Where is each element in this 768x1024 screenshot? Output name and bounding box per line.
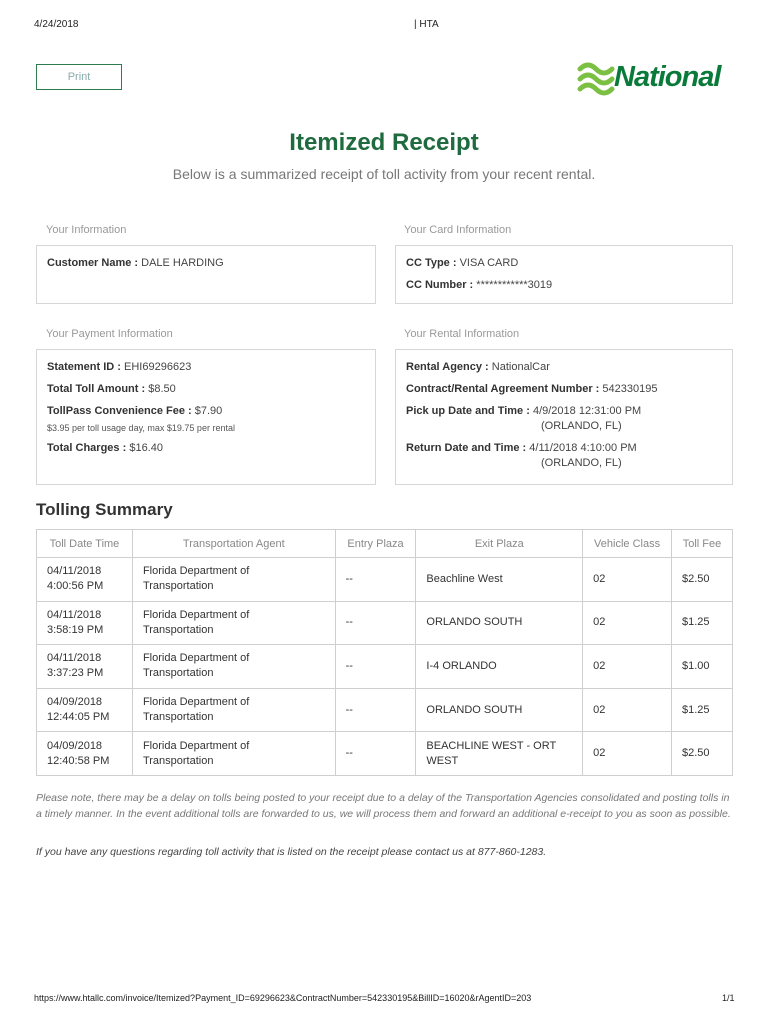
cc-type-row	[406, 256, 722, 270]
table-row	[37, 601, 733, 645]
total-toll-label: Total Toll Amount :	[47, 383, 146, 395]
transportation-agent	[132, 732, 335, 776]
statement-id-label: Statement ID :	[47, 361, 121, 373]
toll-date: 04/09/2018	[47, 696, 103, 709]
pickup-row	[406, 404, 722, 418]
your-information-box	[36, 245, 376, 304]
your-information-label: Your Information	[46, 224, 127, 236]
page-subtitle: Below is a summarized receipt of toll activity from your recent rental.	[172, 166, 596, 182]
posting-delay-disclaimer: Please note, there may be a delay on tolls being posted to your receipt due to a delay of the Transportation Agencies consolidated and posting tolls in a timely manner. In the event additional tolls are forwarded to us, we will process them and forward an additional e-receipt to you as soon as possible.	[36, 792, 731, 820]
total-charges-label: Total Charges :	[47, 442, 127, 454]
toll-date-time	[37, 558, 133, 602]
agent-line-1: Florida Department of	[142, 608, 250, 621]
exit-plaza: I-4 ORLANDO	[416, 645, 583, 689]
agent-line-2: Transportation	[142, 754, 214, 767]
return-location: (ORLANDO, FL)	[541, 457, 622, 469]
transportation-agent	[132, 645, 335, 689]
total-toll-value: $8.50	[148, 383, 176, 395]
table-row	[37, 688, 733, 732]
entry-plaza: --	[335, 645, 416, 689]
col-exit-plaza: Exit Plaza	[416, 530, 583, 558]
convenience-fee-row	[47, 404, 365, 418]
toll-fee: $1.00	[671, 645, 732, 689]
vehicle-class: 02	[583, 601, 672, 645]
agent-line-2: Transportation	[142, 623, 214, 636]
customer-name-row	[47, 256, 365, 270]
footer-page-number: 1/1	[722, 993, 735, 1003]
statement-id-row	[47, 360, 365, 374]
col-entry-plaza: Entry Plaza	[335, 530, 416, 558]
col-toll-date-time: Toll Date Time	[37, 530, 133, 558]
col-transportation-agent: Transportation Agent	[132, 530, 335, 558]
toll-date: 04/09/2018	[47, 739, 103, 752]
total-charges-row	[47, 441, 365, 455]
exit-plaza: ORLANDO SOUTH	[416, 601, 583, 645]
toll-date: 04/11/2018	[47, 608, 102, 621]
statement-id-value: EHI69296623	[124, 361, 192, 373]
rental-agency-row	[406, 360, 722, 374]
payment-information-box	[36, 349, 376, 485]
table-row	[37, 558, 733, 602]
rental-information-label: Your Rental Information	[404, 328, 520, 340]
total-charges-value: $16.40	[129, 442, 163, 454]
agent-line-1: Florida Department of	[142, 565, 250, 578]
entry-plaza: --	[335, 601, 416, 645]
cc-number-label: CC Number :	[406, 279, 474, 291]
print-page-title: | HTA	[414, 19, 439, 30]
col-vehicle-class: Vehicle Class	[583, 530, 672, 558]
vehicle-class: 02	[583, 558, 672, 602]
contact-note: If you have any questions regarding toll activity that is listed on the receipt please contact us at 877-860-1283.	[36, 846, 547, 858]
cc-number-value: ************3019	[476, 279, 553, 291]
transportation-agent	[132, 601, 335, 645]
toll-date: 04/11/2018	[47, 652, 102, 665]
rental-information-box	[395, 349, 733, 485]
entry-plaza: --	[335, 732, 416, 776]
customer-name-label: Customer Name :	[47, 257, 139, 269]
rental-agency-label: Rental Agency :	[406, 361, 489, 373]
agent-line-2: Transportation	[142, 580, 214, 593]
transportation-agent	[132, 558, 335, 602]
page-title: Itemized Receipt	[289, 129, 479, 156]
card-information-box	[395, 245, 733, 304]
toll-time: 4:00:56 PM	[47, 580, 104, 593]
toll-fee: $1.25	[671, 601, 732, 645]
card-information-label: Your Card Information	[404, 224, 512, 236]
toll-fee: $1.25	[671, 688, 732, 732]
transportation-agent	[132, 688, 335, 732]
convenience-fee-note: $3.95 per toll usage day, max $19.75 per rental	[47, 423, 235, 433]
col-toll-fee: Toll Fee	[671, 530, 732, 558]
footer-url: https://www.htallc.com/invoice/Itemized?Payment_ID=69296623&ContractNumber=542330195&BillID=16020&rAgentID=203	[34, 993, 532, 1003]
return-value: 4/11/2018 4:10:00 PM	[529, 442, 637, 454]
customer-name-value: DALE HARDING	[141, 257, 224, 269]
toll-date-time	[37, 645, 133, 689]
tolling-summary-table	[36, 529, 733, 776]
contract-number-row	[406, 382, 722, 396]
entry-plaza: --	[335, 558, 416, 602]
vehicle-class: 02	[583, 645, 672, 689]
cc-type-label: CC Type :	[406, 257, 457, 269]
toll-time: 12:40:58 PM	[47, 754, 110, 767]
vehicle-class: 02	[583, 688, 672, 732]
cc-type-value: VISA CARD	[459, 257, 519, 269]
toll-fee: $2.50	[671, 558, 732, 602]
payment-information-label: Your Payment Information	[46, 328, 173, 340]
toll-date-time	[37, 732, 133, 776]
return-label: Return Date and Time :	[406, 442, 527, 454]
exit-plaza: Beachline West	[416, 558, 583, 602]
toll-time: 12:44:05 PM	[47, 711, 110, 724]
contract-number-value: 542330195	[602, 383, 658, 395]
toll-date: 04/11/2018	[47, 565, 102, 578]
national-logo[interactable]	[576, 56, 736, 98]
agent-line-2: Transportation	[142, 667, 214, 680]
vehicle-class: 02	[583, 732, 672, 776]
pickup-location: (ORLANDO, FL)	[541, 420, 622, 432]
return-row	[406, 441, 722, 455]
print-date: 4/24/2018	[34, 19, 79, 30]
table-row	[37, 732, 733, 776]
exit-plaza: BEACHLINE WEST - ORT WEST	[416, 732, 583, 776]
tolling-summary-title: Tolling Summary	[36, 500, 173, 519]
agent-line-1: Florida Department of	[142, 652, 250, 665]
exit-plaza: ORLANDO SOUTH	[416, 688, 583, 732]
convenience-fee-value: $7.90	[194, 405, 223, 417]
entry-plaza: --	[335, 688, 416, 732]
table-row	[37, 645, 733, 689]
toll-fee: $2.50	[671, 732, 732, 776]
print-button[interactable]: Print	[36, 64, 122, 90]
toll-date-time	[37, 688, 133, 732]
cc-number-row	[406, 278, 722, 292]
toll-time: 3:58:19 PM	[47, 623, 104, 636]
agent-line-1: Florida Department of	[142, 739, 250, 752]
agent-line-2: Transportation	[142, 711, 214, 724]
total-toll-row	[47, 382, 365, 396]
rental-agency-value: NationalCar	[491, 361, 550, 373]
pickup-value: 4/9/2018 12:31:00 PM	[532, 405, 642, 417]
national-logo-icon	[576, 57, 618, 97]
convenience-fee-label: TollPass Convenience Fee :	[47, 405, 192, 417]
toll-date-time	[37, 601, 133, 645]
toll-time: 3:37:23 PM	[47, 667, 104, 680]
agent-line-1: Florida Department of	[142, 696, 250, 709]
contract-number-label: Contract/Rental Agreement Number :	[406, 383, 600, 395]
national-logo-text: National	[614, 60, 721, 93]
pickup-label: Pick up Date and Time :	[406, 405, 530, 417]
table-header-row	[37, 530, 733, 558]
